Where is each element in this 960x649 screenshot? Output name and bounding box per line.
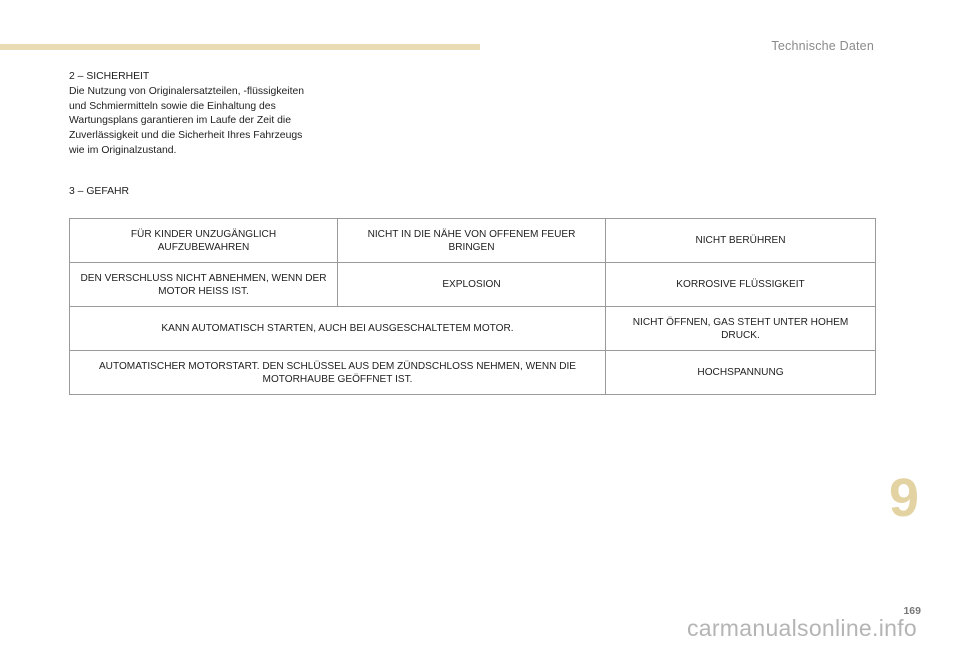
table-row (70, 219, 876, 263)
table-row (70, 351, 876, 395)
table-cell: KORROSIVE FLÜSSIGKEIT (606, 263, 876, 307)
danger-heading: 3 – GEFAHR (69, 186, 130, 197)
safety-text-line: wie im Originalzustand. (69, 144, 177, 156)
table-cell: NICHT IN DIE NÄHE VON OFFENEM FEUER BRINGEN (338, 219, 606, 263)
table-cell: NICHT BERÜHREN (606, 219, 876, 263)
table-cell: NICHT ÖFFNEN, GAS STEHT UNTER HOHEM DRUCK. (606, 307, 876, 351)
table-cell: EXPLOSION (338, 263, 606, 307)
chapter-number: 9 (889, 468, 920, 528)
watermark: carmanualsonline.info (686, 615, 917, 641)
safety-text-line: Zuverlässigkeit und die Sicherheit Ihres Fahrzeugs (69, 130, 303, 142)
safety-text-line: Wartungsplans garantieren im Laufe der Zeit die (69, 115, 291, 127)
table-cell: AUTOMATISCHER MOTORSTART. DEN SCHLÜSSEL AUS DEM ZÜNDSCHLOSS NEHMEN, WENN DIE MOTORHAUBE GEÖFFNET IST. (70, 351, 606, 395)
header-accent-bar (0, 44, 480, 50)
table-cell: KANN AUTOMATISCH STARTEN, AUCH BEI AUSGESCHALTETEM MOTOR. (70, 307, 606, 351)
table-cell: FÜR KINDER UNZUGÄNGLICH AUFZUBEWAHREN (70, 219, 338, 263)
hazard-table (69, 218, 876, 395)
table-row (70, 263, 876, 307)
page-number: 169 (903, 605, 921, 617)
safety-text-line: und Schmiermitteln sowie die Einhaltung des (69, 100, 276, 112)
section-title: Technische Daten (771, 39, 874, 53)
safety-heading: 2 – SICHERHEIT (69, 71, 150, 82)
table-cell: HOCHSPANNUNG (606, 351, 876, 395)
table-cell: DEN VERSCHLUSS NICHT ABNEHMEN, WENN DER MOTOR HEISS IST. (70, 263, 338, 307)
table-row (70, 307, 876, 351)
safety-section (69, 70, 329, 159)
safety-text-line: Die Nutzung von Originalersatzteilen, -flüssigkeiten (69, 85, 305, 97)
